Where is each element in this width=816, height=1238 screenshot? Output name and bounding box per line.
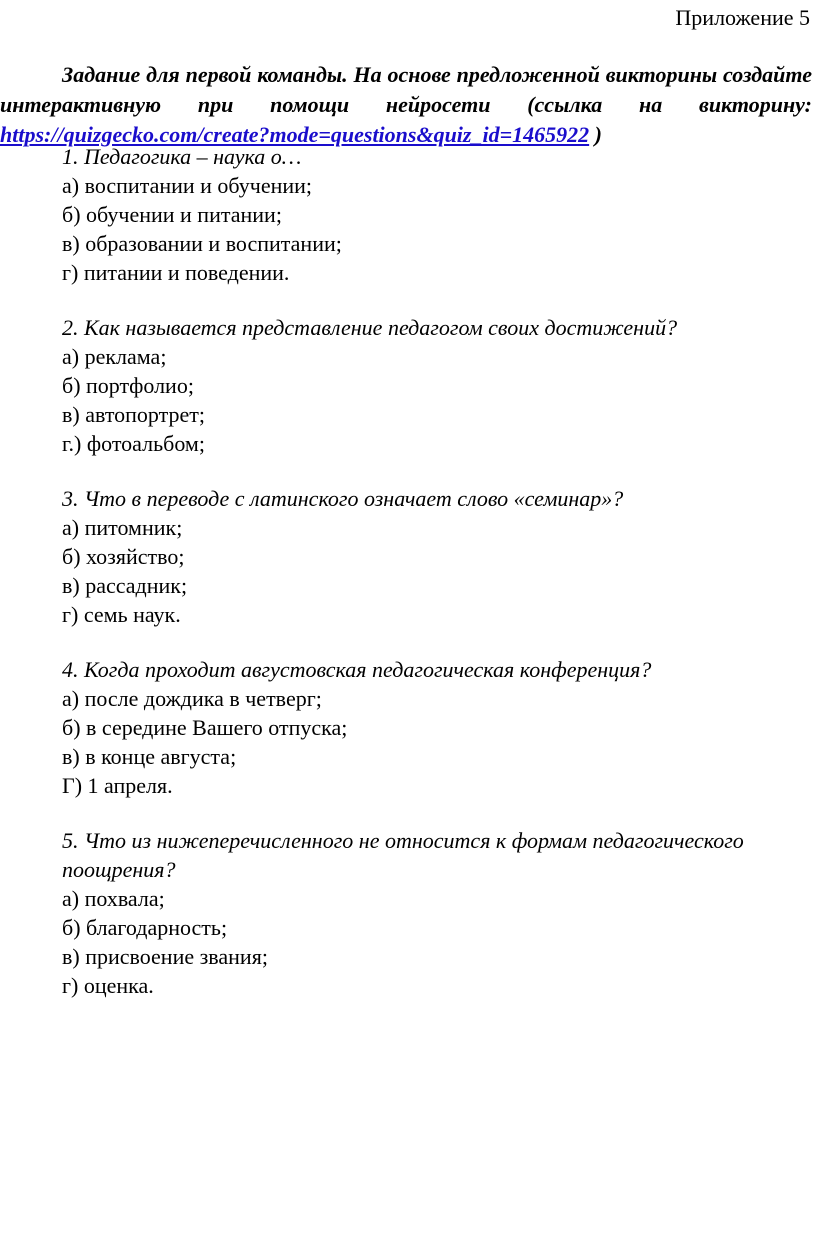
answer-option: б) обучении и питании; [62, 202, 282, 227]
answer-option: в) присвоение звания; [62, 944, 268, 969]
question-title: 2. Как называется представление педагогом своих достижений? [62, 315, 678, 340]
question-5 [62, 826, 812, 1000]
question-4 [62, 655, 812, 800]
answer-option: а) реклама; [62, 344, 167, 369]
answer-option: а) питомник; [62, 515, 183, 540]
answer-option: в) рассадник; [62, 573, 188, 598]
question-title: 1. Педагогика – наука о… [62, 144, 302, 169]
question-1 [62, 142, 812, 287]
question-title: 4. Когда проходит августовская педагогическая конференция? [62, 657, 652, 682]
question-3 [62, 484, 812, 629]
answer-option: в) образовании и воспитании; [62, 231, 342, 256]
answer-option: а) воспитании и обучении; [62, 173, 313, 198]
answer-option: а) после дождика в четверг; [62, 686, 322, 711]
answer-option: в) в конце августа; [62, 744, 237, 769]
answer-option: б) в середине Вашего отпуска; [62, 715, 348, 740]
quiz-link[interactable]: https://quizgecko.com/create?mode=questions&quiz_id=1465922 [0, 122, 590, 147]
answer-option: а) похвала; [62, 886, 165, 911]
appendix-label: Приложение 5 [675, 5, 810, 30]
task-paragraph [0, 60, 812, 150]
answer-option: г) семь наук. [62, 602, 181, 627]
answer-option: б) благодарность; [62, 915, 228, 940]
task-closing: ) [589, 122, 602, 147]
answer-option: в) автопортрет; [62, 402, 205, 427]
answer-option: Г) 1 апреля. [62, 773, 173, 798]
quiz-list [62, 142, 812, 1026]
answer-option: г.) фотоальбом; [62, 431, 205, 456]
answer-option: г) питании и поведении. [62, 260, 290, 285]
question-title: 3. Что в переводе с латинского означает слово «семинар»? [62, 486, 624, 511]
answer-option: б) портфолио; [62, 373, 194, 398]
question-title: 5. Что из нижеперечисленного не относится к формам педагогического поощрения? [62, 828, 744, 882]
answer-option: б) хозяйство; [62, 544, 185, 569]
question-2 [62, 313, 812, 458]
answer-option: г) оценка. [62, 973, 154, 998]
task-text: Задание для первой команды. На основе предложенной викторины создайте интерактивную при помощи нейросети (ссылка на викторину: [0, 62, 812, 117]
